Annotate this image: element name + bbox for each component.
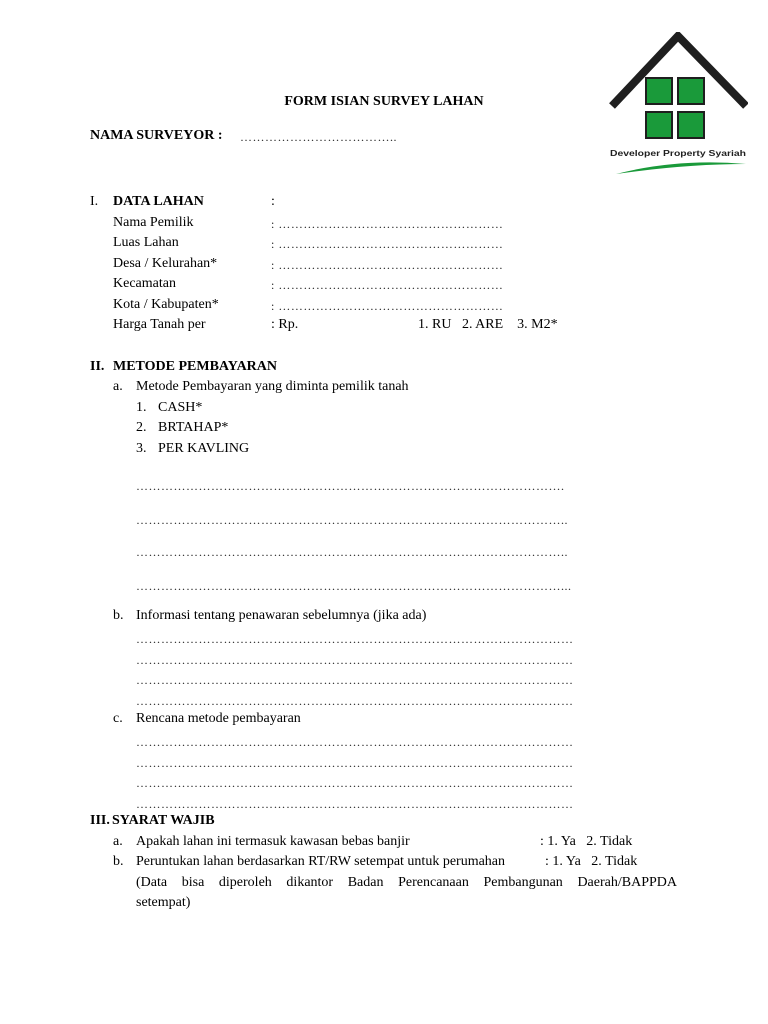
- field-label-area: Luas Lahan: [113, 235, 179, 250]
- answer-line-a2[interactable]: …………………………………………………………………………………………..: [136, 513, 568, 527]
- field-input-city[interactable]: : ………………………………………………: [271, 299, 504, 313]
- option-bertahap[interactable]: BRTAHAP*: [158, 420, 229, 435]
- price-label: Harga Tanah per: [113, 317, 206, 332]
- req-b-text: Peruntukan lahan berdasarkan RT/RW setempat untuk perumahan: [136, 854, 506, 869]
- price-unit-options[interactable]: 1. RU 2. ARE 3. M2*: [418, 317, 558, 332]
- window-pane-bl: [646, 112, 672, 138]
- price-input[interactable]: : Rp.: [271, 317, 299, 332]
- item-b-letter: b.: [113, 608, 124, 623]
- section3-title: SYARAT WAJIB: [112, 813, 215, 828]
- answer-line-a1[interactable]: ………………………………………………………………………………………….: [136, 479, 565, 493]
- answer-line-a4[interactable]: …………………………………………………………………………………………...: [136, 579, 572, 593]
- item-a-letter: a.: [113, 379, 123, 394]
- item-b-text: Informasi tentang penawaran sebelumnya (jika ada): [136, 608, 427, 623]
- section1-title: DATA LAHAN: [113, 194, 204, 209]
- answer-line-c1[interactable]: ……………………………………………………………………………………………: [136, 735, 574, 749]
- option-per-kavling[interactable]: PER KAVLING: [158, 441, 250, 456]
- item-c-letter: c.: [113, 711, 123, 726]
- answer-line-c2[interactable]: ……………………………………………………………………………………………: [136, 756, 574, 770]
- field-input-owner[interactable]: : ………………………………………………: [271, 217, 504, 231]
- field-label-city: Kota / Kabupaten*: [113, 297, 219, 312]
- answer-line-b2[interactable]: ……………………………………………………………………………………………: [136, 653, 574, 667]
- req-b-answer[interactable]: : 1. Ya 2. Tidak: [545, 854, 638, 869]
- answer-line-a3[interactable]: …………………………………………………………………………………………..: [136, 545, 568, 559]
- field-input-district[interactable]: : ………………………………………………: [271, 278, 504, 292]
- section1-colon: :: [271, 194, 275, 209]
- form-title: FORM ISIAN SURVEY LAHAN: [284, 94, 484, 109]
- req-b-note-line1: (Data bisa diperoleh dikantor Badan Perencanaan Pembangunan Daerah/BAPPDA: [136, 875, 677, 890]
- logo-swoosh: [616, 162, 746, 174]
- section3-number: III.: [90, 813, 110, 828]
- option-3-num: 3.: [136, 441, 147, 456]
- field-input-village[interactable]: : ………………………………………………: [271, 258, 504, 272]
- req-b-note-line2: setempat): [136, 895, 191, 910]
- req-a-text: Apakah lahan ini termasuk kawasan bebas banjir: [136, 834, 410, 849]
- option-cash[interactable]: CASH*: [158, 400, 203, 415]
- field-input-area[interactable]: : ………………………………………………: [271, 237, 504, 251]
- req-b-letter: b.: [113, 854, 124, 869]
- section2-number: II.: [90, 359, 105, 374]
- answer-line-b4[interactable]: ……………………………………………………………………………………………: [136, 694, 574, 708]
- answer-line-c4[interactable]: ……………………………………………………………………………………………: [136, 797, 574, 811]
- item-a-text: Metode Pembayaran yang diminta pemilik tanah: [136, 379, 409, 394]
- field-label-village: Desa / Kelurahan*: [113, 256, 218, 271]
- answer-line-c3[interactable]: ……………………………………………………………………………………………: [136, 776, 574, 790]
- answer-line-b3[interactable]: ……………………………………………………………………………………………: [136, 673, 574, 687]
- req-a-answer[interactable]: : 1. Ya 2. Tidak: [540, 834, 633, 849]
- field-label-owner: Nama Pemilik: [113, 215, 194, 230]
- option-1-num: 1.: [136, 400, 147, 415]
- req-a-letter: a.: [113, 834, 123, 849]
- section1-number: I.: [90, 194, 99, 209]
- answer-line-b1[interactable]: ……………………………………………………………………………………………: [136, 632, 574, 646]
- logo-caption: Developer Property Syariah: [610, 148, 746, 158]
- window-pane-br: [678, 112, 704, 138]
- surveyor-field[interactable]: ………………………………..: [240, 130, 397, 144]
- field-label-district: Kecamatan: [113, 276, 176, 291]
- option-2-num: 2.: [136, 420, 147, 435]
- item-c-text: Rencana metode pembayaran: [136, 711, 301, 726]
- section2-title: METODE PEMBAYARAN: [113, 359, 278, 374]
- surveyor-label: NAMA SURVEYOR :: [90, 128, 223, 143]
